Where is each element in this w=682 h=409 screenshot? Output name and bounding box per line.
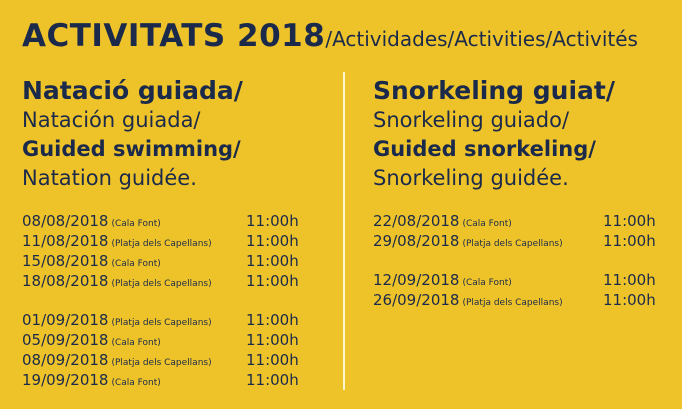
session-date: 29/08/2018 [373,232,460,250]
session-date: 26/09/2018 [373,291,460,309]
session-place: (Platja dels Capellans) [111,239,212,249]
session-row [373,290,656,310]
snorkeling-name-es: Snorkeling guiado/ [373,108,570,132]
session-row [22,370,299,390]
swimming-name-es: Natación guiada/ [22,108,201,132]
session-date: 08/09/2018 [22,351,109,369]
session-date: 15/08/2018 [22,252,109,270]
swimming-name-ca: Natació guiada/ [22,76,243,105]
session-row [22,310,299,330]
session-time: 11:00h [246,272,299,290]
snorkeling-name-ca: Snorkeling guiat/ [373,76,615,105]
session-row [22,271,299,291]
session-time: 11:00h [246,232,299,250]
session-date: 18/08/2018 [22,272,109,290]
session-time: 11:00h [246,351,299,369]
swimming-name-en: Guided swimming/ [22,137,241,161]
title-main: ACTIVITATS 2018 [22,18,326,54]
session-date: 01/09/2018 [22,311,109,329]
snorkeling-september-group [373,270,656,310]
snorkeling-name-en: Guided snorkeling/ [373,137,596,161]
session-row [22,211,299,231]
session-place: (Platja dels Capellans) [111,358,212,368]
session-place: (Cala Font) [111,378,161,388]
session-place: (Cala Font) [111,259,161,269]
session-row [373,211,656,231]
session-time: 11:00h [603,271,656,289]
session-time: 11:00h [246,212,299,230]
session-time: 11:00h [246,252,299,270]
session-place: (Platja dels Capellans) [462,239,563,249]
session-date: 12/09/2018 [373,271,460,289]
session-time: 11:00h [246,331,299,349]
session-row [373,270,656,290]
snorkeling-column [373,76,656,329]
session-row [22,231,299,251]
swimming-september-group [22,310,299,390]
session-place: (Platja dels Capellans) [111,318,212,328]
snorkeling-name-fr: Snorkeling guidée. [373,166,569,190]
session-date: 22/08/2018 [373,212,460,230]
session-date: 19/09/2018 [22,371,109,389]
session-place: (Platja dels Capellans) [111,279,212,289]
session-time: 11:00h [603,291,656,309]
session-place: (Cala Font) [111,219,161,229]
session-place: (Cala Font) [111,338,161,348]
session-time: 11:00h [246,371,299,389]
session-time: 11:00h [603,212,656,230]
session-date: 11/08/2018 [22,232,109,250]
title-languages: /Actividades/Activities/Activités [325,27,638,51]
session-place: (Cala Font) [462,278,512,288]
swimming-august-group [22,211,299,291]
session-date: 05/09/2018 [22,331,109,349]
page-title [22,18,638,54]
swimming-name-fr: Natation guidée. [22,166,197,190]
snorkeling-sessions [373,211,656,310]
swimming-sessions [22,211,299,390]
session-row [373,231,656,251]
session-date: 08/08/2018 [22,212,109,230]
session-time: 11:00h [246,311,299,329]
snorkeling-august-group [373,211,656,251]
session-row [22,330,299,350]
session-place: (Cala Font) [462,219,512,229]
session-time: 11:00h [603,232,656,250]
session-row [22,251,299,271]
column-divider [343,72,345,390]
swimming-column [22,76,299,409]
session-row [22,350,299,370]
session-place: (Platja dels Capellans) [462,298,563,308]
